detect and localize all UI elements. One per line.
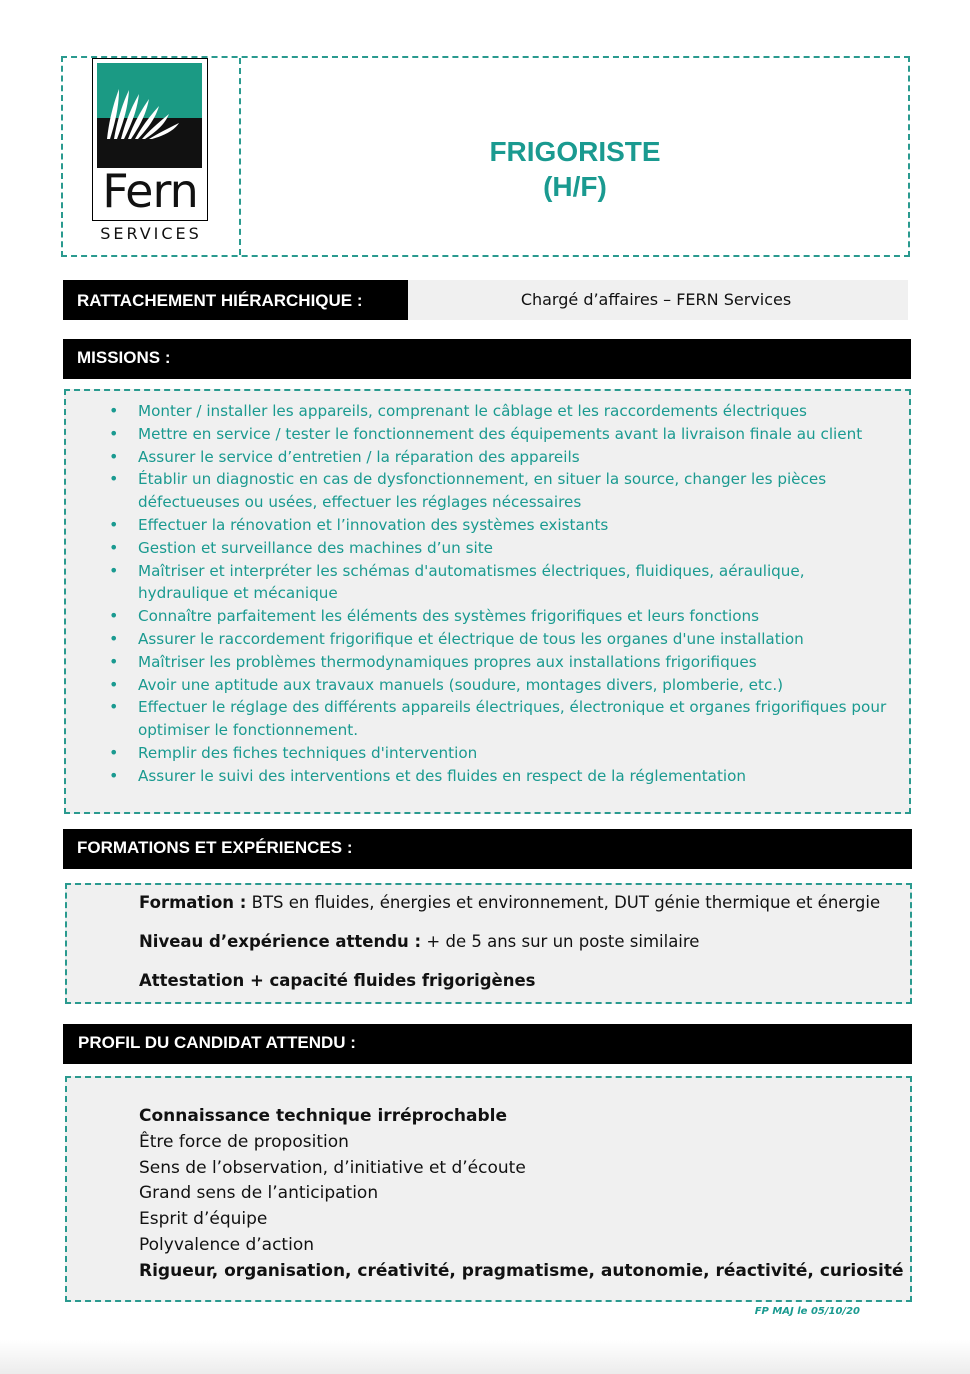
- profil-box: [65, 1076, 912, 1302]
- list-item: • Assurer le suivi des interventions et des fluides en respect de la réglementation: [66, 765, 895, 788]
- list-item: • Avoir une aptitude aux travaux manuels (soudure, montages divers, plomberie, etc.): [66, 674, 895, 697]
- formation-value: BTS en fluides, énergies et environnement, DUT génie thermique et énergie: [246, 893, 881, 912]
- profil-header: PROFIL DU CANDIDAT ATTENDU :: [63, 1024, 912, 1064]
- niveau-line: [139, 932, 699, 951]
- rattachement-value: Chargé d’affaires – FERN Services: [520, 290, 792, 309]
- list-item: • Gestion et surveillance des machines d’un site: [66, 537, 895, 560]
- missions-header: MISSIONS :: [63, 339, 911, 379]
- job-title-suffix: (H/F): [543, 171, 607, 202]
- rattachement-label: RATTACHEMENT HIÉRARCHIQUE :: [63, 280, 408, 320]
- formations-header: FORMATIONS ET EXPÉRIENCES :: [63, 829, 912, 869]
- niveau-value: + de 5 ans sur un poste similaire: [421, 932, 700, 951]
- list-item: • Établir un diagnostic en cas de dysfonctionnement, en situer la source, changer les pièces défectueuses ou usées, effectuer les réglages nécessaires: [66, 468, 895, 514]
- logo-subtitle: SERVICES: [100, 224, 202, 243]
- list-item: • Remplir des fiches techniques d'intervention: [66, 742, 895, 765]
- list-item: • Mettre en service / tester le fonctionnement des équipements avant la livraison finale au client: [66, 423, 895, 446]
- list-item: • Effectuer la rénovation et l’innovation des systèmes existants: [66, 514, 895, 537]
- job-title: FRIGORISTE: [489, 136, 661, 167]
- fern-leaf-icon: [97, 81, 202, 145]
- formations-box: [65, 883, 912, 1004]
- niveau-label: Niveau d’expérience attendu :: [139, 932, 422, 951]
- profil-line-qualites: Rigueur, organisation, créativité, pragmatisme, autonomie, réactivité, curiosité: [139, 1261, 904, 1281]
- list-item: • Assurer le service d’entretien / la réparation des appareils: [66, 446, 895, 469]
- fern-logo: [92, 58, 210, 243]
- list-item: • Maîtriser les problèmes thermodynamiques propres aux installations frigorifiques: [66, 651, 895, 674]
- missions-list: [66, 400, 895, 788]
- profil-line-equipe: Esprit d’équipe: [139, 1209, 268, 1229]
- attestation-line: [139, 971, 536, 990]
- profil-line-anticipation: Grand sens de l’anticipation: [139, 1183, 379, 1203]
- profil-line-technique: Connaissance technique irréprochable: [139, 1106, 508, 1126]
- list-item: • Maîtriser et interpréter les schémas d'automatismes électriques, fluidiques, aéraulique, hydraulique et mécanique: [66, 560, 895, 606]
- update-note: FP MAJ le 05/10/20: [754, 1306, 860, 1317]
- formation-label: Formation :: [139, 893, 247, 912]
- attestation-text: Attestation + capacité fluides frigorigènes: [139, 971, 536, 990]
- list-item: • Monter / installer les appareils, comprenant le câblage et les raccordements électriques: [66, 400, 895, 423]
- logo-mark: [92, 58, 208, 221]
- list-item: • Connaître parfaitement les éléments des systèmes frigorifiques et leurs fonctions: [66, 605, 895, 628]
- rattachement-value-box: [408, 280, 908, 320]
- list-item: • Effectuer le réglage des différents appareils électriques, électronique et organes frigorifiques pour optimiser le fonctionnement.: [66, 696, 895, 742]
- formation-line: [139, 893, 880, 912]
- profil-line-proposition: Être force de proposition: [139, 1132, 349, 1152]
- logo-wordmark: Fern: [102, 164, 198, 218]
- page-bottom-shadow: [0, 1340, 970, 1374]
- profil-line-observation: Sens de l’observation, d’initiative et d’écoute: [139, 1158, 526, 1178]
- profil-line-polyvalence: Polyvalence d’action: [139, 1235, 314, 1255]
- missions-box: [64, 389, 911, 814]
- list-item: • Assurer le raccordement frigorifique et électrique de tous les organes d'une installation: [66, 628, 895, 651]
